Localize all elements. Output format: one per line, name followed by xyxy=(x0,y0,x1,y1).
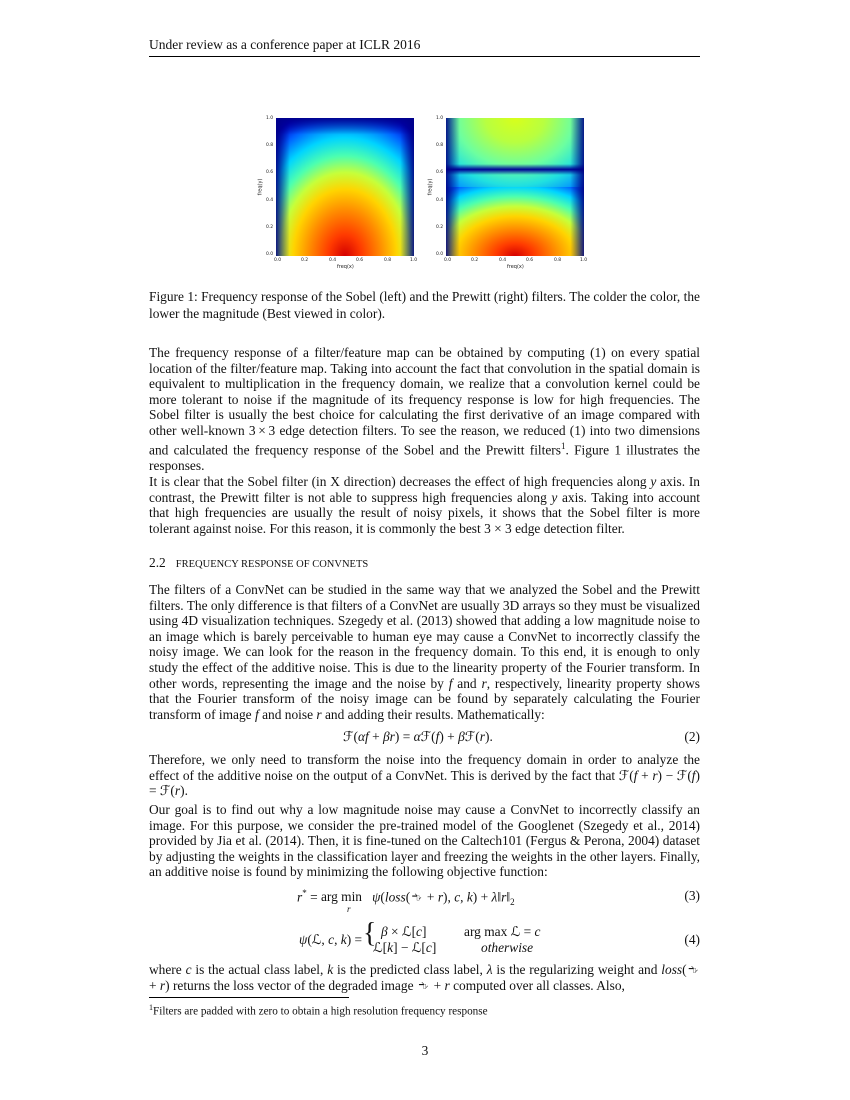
prewitt-response-plot xyxy=(428,112,588,272)
sobel-response-plot xyxy=(258,112,418,272)
y-axis-label: freq(y) xyxy=(427,178,434,196)
x-axis-label: freq(x) xyxy=(507,264,524,270)
x-tick: 0.8 xyxy=(384,258,392,263)
x-tick: 0.0 xyxy=(444,258,452,263)
y-tick: 0.6 xyxy=(436,170,444,175)
footnote-rule xyxy=(149,997,349,998)
equation-number: (3) xyxy=(684,888,700,903)
y-tick: 0.4 xyxy=(436,198,444,203)
y-tick: 0.6 xyxy=(266,170,274,175)
paragraph-where: where c is the actual class label, k is the predicted class label, λ is the regularizing weight and loss(𝢛 + r) returns the loss vector of the degraded image 𝢛 + r computed over all classes. Also, xyxy=(149,962,700,993)
page-number: 3 xyxy=(421,1043,429,1058)
x-tick: 0.4 xyxy=(329,258,337,263)
x-tick: 0.2 xyxy=(471,258,479,263)
x-tick: 0.4 xyxy=(499,258,507,263)
sobel-heatmap xyxy=(276,118,414,256)
x-tick: 0.6 xyxy=(356,258,364,263)
paragraph-noise-transform: Therefore, we only need to transform the noise into the frequency domain in order to analyze the effect of the additive noise on the output of a ConvNet. This is derived by the fact that ℱ(f + r) − ℱ(f) = ℱ(r). xyxy=(149,752,700,799)
running-header: Under review as a conference paper at ICLR 2016 xyxy=(149,37,700,57)
y-axis-label: freq(y) xyxy=(257,178,264,196)
equation-number: (4) xyxy=(684,932,700,947)
y-tick: 0.2 xyxy=(436,225,444,230)
y-tick: 0.8 xyxy=(266,143,274,148)
x-tick: 0.6 xyxy=(526,258,534,263)
y-tick: 0.8 xyxy=(436,143,444,148)
paragraph-goal: Our goal is to find out why a low magnitude noise may cause a ConvNet to incorrectly classify an image. For this purpose, we consider the pre-trained model of the Googlenet (Szegedy et al., 2014) provided by Jia et al. (2014). Then, it is fine-tuned on the Caltech101 (Fergus & Perona, 2004) dataset by adjusting the weights in the classification layer and freezing the weights in the other layers. Finally, an additive noise is found by minimizing the following objective function: xyxy=(149,802,700,880)
section-heading: 2.2 FREQUENCY RESPONSE OF CONVNETS xyxy=(149,555,369,570)
x-tick: 1.0 xyxy=(580,258,588,263)
paragraph-frequency-response: The frequency response of a filter/feature map can be obtained by computing (1) on every spatial location of the filter/feature map. Taking into account the fact that convolution in the spatial domain is equivalent to multiplication in the frequency domain, we realize that a convolution kernel could be more tolerant to noise if the magnitude of its frequency response is low for high frequencies. The Sobel filter is usually the best choice for calculating the first derivative of an image compared with other well-known 3 × 3 edge detection filters. To see the reason, we reduced (1) into two dimensions and calculated the frequency response of the Sobel and the Prewitt filters$^1$. Figure 1 illustrates the responses. xyxy=(149,345,701,473)
footnote: $^1$Filters are padded with zero to obtain a high resolution frequency response xyxy=(149,1003,488,1018)
y-tick: 0.0 xyxy=(266,252,274,257)
x-tick: 1.0 xyxy=(410,258,418,263)
equation-3: r* = arg min r ψ(loss(𝢛 + r), c, $k) + \lambda‖r‖_2$ (3) xyxy=(297,888,700,915)
y-tick: 1.0 xyxy=(436,116,444,121)
paragraph-convnet-filters: The filters of a ConvNet can be studied in the same way that we analyzed the Sobel and the Prewitt filters. The only difference is that filters of a ConvNet are usually 3D arrays so they must be visualized using 4D visualization techniques. Szegedy et al. (2013) showed that adding a low magnitude noise to an image which is barely perceivable to human eye may cause a ConvNet to incorrectly classify the noisy image. We can look for the reason in the frequency domain. To this end, it is enough to only study the effect of the additive noise. This is due to the linearity property of the Fourier transform. In other words, representing the image and the noise by f and r, respectively, linearity property shows that the Fourier transform of the noisy image can be found by separately calculating the Fourier transform of image f and noise r and adding their results. Mathematically: xyxy=(149,582,700,722)
y-tick: 0.4 xyxy=(266,198,274,203)
prewitt-heatmap xyxy=(446,118,584,256)
y-tick: 1.0 xyxy=(266,116,274,121)
x-axis-label: freq(x) xyxy=(337,264,354,270)
figure-1 xyxy=(258,112,598,272)
x-tick: 0.2 xyxy=(301,258,309,263)
equation-number: (2) xyxy=(684,729,700,744)
paragraph-sobel-vs-prewitt: It is clear that the Sobel filter (in X direction) decreases the effect of high frequencies along y axis. In contrast, the Prewitt filter is not able to suppress high frequencies along y axis. Taking into account that high frequencies are usually the result of noisy pixels, it shows that the Sobel filter is more tolerant against noise. For this reason, it is commonly the best 3 × 3 edge detection filter. xyxy=(149,474,701,536)
figure-caption: Figure 1: Frequency response of the Sobel (left) and the Prewitt (right) filters. The colder the color, the lower the magnitude (Best viewed in color). xyxy=(149,289,700,321)
equation-4: ψ(ℒ, c, k) = { β × ℒ[c] arg max ℒ = c ℒ[k] − ℒ[c] otherwise (4) xyxy=(299,918,700,955)
y-tick: 0.2 xyxy=(266,225,274,230)
y-tick: 0.0 xyxy=(436,252,444,257)
x-tick: 0.0 xyxy=(274,258,282,263)
x-tick: 0.8 xyxy=(554,258,562,263)
